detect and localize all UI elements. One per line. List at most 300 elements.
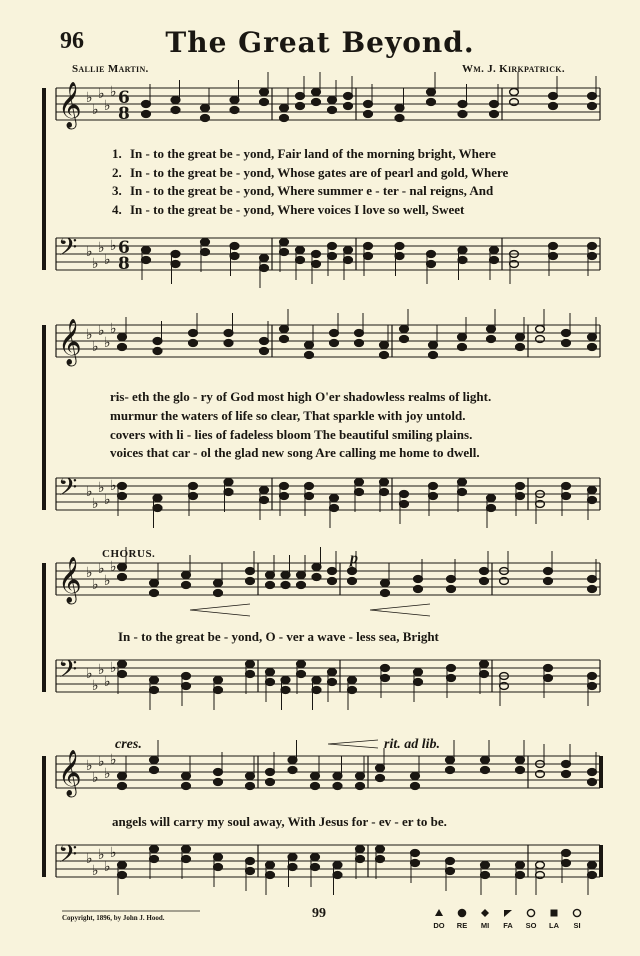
note-head [344, 247, 353, 254]
note-head [230, 97, 239, 104]
note-head [481, 862, 490, 869]
note-head [214, 590, 223, 597]
note-head [490, 247, 499, 254]
note-head [266, 862, 275, 869]
chorus-label: CHORUS. [102, 548, 156, 560]
note-head [544, 675, 553, 682]
note-head [266, 769, 275, 776]
verse-number: 1. [112, 146, 122, 161]
note-head [142, 101, 151, 108]
note-head [544, 665, 553, 672]
flat-sign: ♭ [92, 102, 99, 118]
note-head [381, 665, 390, 672]
note-head [588, 769, 597, 776]
note-head [118, 493, 127, 500]
note-head [260, 348, 269, 355]
note-head [344, 103, 353, 110]
note-head [230, 243, 239, 250]
solfa-fa: FA [503, 921, 513, 930]
note-head [296, 247, 305, 254]
note-head [281, 582, 290, 589]
flat-sign: ♭ [110, 845, 117, 861]
solfa-shape-icon [551, 910, 558, 917]
note-head [150, 580, 159, 587]
note-head [296, 93, 305, 100]
note-head [260, 89, 269, 96]
note-head [142, 257, 151, 264]
note-head [266, 669, 275, 676]
note-head [224, 340, 233, 347]
verse-1-line-2: ris- eth the glo - ry of God most high O'er shadowless realms of light. [110, 389, 492, 404]
note-head [201, 249, 210, 256]
chorus-line-2: angels will carry my soul away, With Jesus for - ev - er to be. [112, 814, 447, 829]
note-head [328, 669, 337, 676]
note-head [562, 860, 571, 867]
note-head [224, 479, 233, 486]
flat-sign: ♭ [86, 758, 93, 774]
note-head [118, 344, 127, 351]
verse-2-line-1 [112, 165, 508, 181]
note-head [411, 850, 420, 857]
note-head [562, 761, 571, 768]
note-head [280, 249, 289, 256]
note-head [400, 326, 409, 333]
note-head [305, 342, 314, 349]
note-head [182, 846, 191, 853]
note-head [266, 779, 275, 786]
flat-sign: ♭ [92, 678, 99, 694]
lyricist-credit: Sallie Martin. [72, 63, 149, 75]
note-head [330, 505, 339, 512]
note-head [480, 671, 489, 678]
note-head [182, 673, 191, 680]
note-head [224, 489, 233, 496]
note-head [171, 251, 180, 258]
hymn-title: The Great Beyond. [165, 26, 475, 59]
note-head [588, 673, 597, 680]
note-head [516, 757, 525, 764]
flat-sign: ♭ [92, 770, 99, 786]
verse-1-line-1 [112, 146, 496, 162]
note-head [381, 675, 390, 682]
note-head [562, 771, 571, 778]
solfa-si: SI [573, 921, 581, 930]
note-head [588, 93, 597, 100]
note-head [328, 679, 337, 686]
verse-number: 2. [112, 165, 122, 180]
note-head [536, 862, 545, 869]
flat-sign: ♭ [98, 847, 105, 863]
note-head [312, 677, 321, 684]
note-head [380, 352, 389, 359]
note-head [281, 687, 290, 694]
note-head [516, 483, 525, 490]
note-head [311, 854, 320, 861]
note-head [150, 767, 159, 774]
flat-sign: ♭ [98, 86, 105, 102]
note-head [246, 578, 255, 585]
note-head [429, 483, 438, 490]
note-head [201, 105, 210, 112]
note-head [214, 769, 223, 776]
time-signature-bottom: 8 [118, 254, 130, 274]
note-head [588, 497, 597, 504]
note-head [214, 864, 223, 871]
note-head [214, 580, 223, 587]
verse-text: In - to the great be - yond, Fair land of the morning bright, Where [130, 146, 496, 161]
note-head [411, 783, 420, 790]
solfa-shape-icon [527, 909, 534, 916]
note-head [328, 578, 337, 585]
note-head [266, 679, 275, 686]
note-head [395, 115, 404, 122]
note-head [446, 757, 455, 764]
note-head [447, 665, 456, 672]
note-head [311, 783, 320, 790]
note-head [260, 497, 269, 504]
note-head [348, 677, 357, 684]
note-head [516, 334, 525, 341]
flat-sign: ♭ [98, 240, 105, 256]
note-head [118, 661, 127, 668]
hymn-number: 96 [60, 28, 84, 54]
note-head [427, 89, 436, 96]
note-head [364, 111, 373, 118]
note-head [153, 505, 162, 512]
note-head [355, 479, 364, 486]
flat-sign: ♭ [98, 323, 105, 339]
flat-sign: ♭ [110, 84, 117, 100]
note-head [348, 568, 357, 575]
verse-number: 3. [112, 183, 122, 198]
note-head [311, 864, 320, 871]
note-head [280, 483, 289, 490]
note-head [150, 687, 159, 694]
verse-3-line-2: covers with li - lies of fadeless bloom The beautiful smiling plains. [110, 427, 473, 442]
note-head [549, 243, 558, 250]
note-head [312, 89, 321, 96]
note-head [246, 783, 255, 790]
note-head [280, 239, 289, 246]
decrescendo-hairpin [328, 740, 378, 748]
note-head [246, 568, 255, 575]
system-brace [42, 563, 46, 692]
note-head [328, 243, 337, 250]
note-head [153, 338, 162, 345]
note-head [458, 489, 467, 496]
note-head [118, 872, 127, 879]
note-head [201, 239, 210, 246]
system-brace [42, 88, 46, 270]
note-head [305, 483, 314, 490]
note-head [562, 330, 571, 337]
note-head [297, 661, 306, 668]
note-head [118, 862, 127, 869]
note-head [288, 864, 297, 871]
note-head [312, 99, 321, 106]
note-head [266, 582, 275, 589]
note-head [246, 858, 255, 865]
note-head [447, 586, 456, 593]
note-head [446, 868, 455, 875]
flat-sign: ♭ [86, 327, 93, 343]
bass-clef: 𝄢 [58, 473, 78, 508]
flat-sign: ♭ [110, 752, 117, 768]
time-signature-top: 6 [118, 88, 130, 108]
flat-sign: ♭ [104, 766, 111, 782]
note-head [297, 671, 306, 678]
note-head [588, 103, 597, 110]
note-head [189, 340, 198, 347]
note-head [427, 251, 436, 258]
note-head [333, 773, 342, 780]
note-head [328, 107, 337, 114]
note-head [312, 261, 321, 268]
note-head [171, 261, 180, 268]
note-head [246, 671, 255, 678]
flat-sign: ♭ [86, 484, 93, 500]
note-head [588, 586, 597, 593]
note-head [427, 261, 436, 268]
note-head [487, 495, 496, 502]
note-head [549, 93, 558, 100]
note-head [516, 862, 525, 869]
note-head [395, 253, 404, 260]
note-head [189, 330, 198, 337]
note-head [356, 846, 365, 853]
flat-sign: ♭ [92, 863, 99, 879]
verse-text: In - to the great be - yond, Whose gates are of pearl and gold, Where [130, 165, 509, 180]
flat-sign: ♭ [86, 565, 93, 581]
note-head [588, 243, 597, 250]
verse-4-line-1 [112, 202, 464, 218]
note-head [487, 505, 496, 512]
composer-credit: Wm. J. Kirkpatrick. [462, 63, 565, 75]
note-head [330, 330, 339, 337]
note-head [266, 872, 275, 879]
note-head [414, 576, 423, 583]
crescendo-hairpin [190, 604, 250, 616]
flat-sign: ♭ [92, 577, 99, 593]
note-head [429, 352, 438, 359]
note-head [224, 330, 233, 337]
note-head [414, 586, 423, 593]
note-head [189, 483, 198, 490]
note-head [458, 101, 467, 108]
flat-sign: ♭ [86, 244, 93, 260]
note-head [118, 773, 127, 780]
note-head [230, 107, 239, 114]
note-head [355, 489, 364, 496]
flat-sign: ♭ [104, 252, 111, 268]
note-head [562, 483, 571, 490]
note-head [333, 783, 342, 790]
note-head [549, 253, 558, 260]
note-head [182, 783, 191, 790]
flat-sign: ♭ [104, 573, 111, 589]
note-head [260, 255, 269, 262]
solfa-la: LA [549, 921, 559, 930]
note-head [588, 779, 597, 786]
note-head [348, 578, 357, 585]
note-head [480, 578, 489, 585]
note-head [400, 491, 409, 498]
note-head [562, 493, 571, 500]
note-head [356, 856, 365, 863]
note-head [333, 862, 342, 869]
note-head [364, 253, 373, 260]
note-head [364, 243, 373, 250]
verse-number: 4. [112, 202, 122, 217]
time-signature-bottom: 8 [118, 104, 130, 124]
note-head [458, 334, 467, 341]
note-head [364, 101, 373, 108]
note-head [150, 757, 159, 764]
note-head [588, 576, 597, 583]
note-head [414, 669, 423, 676]
note-head [305, 493, 314, 500]
flat-sign: ♭ [104, 492, 111, 508]
note-head [376, 846, 385, 853]
note-head [588, 344, 597, 351]
flat-sign: ♭ [92, 339, 99, 355]
note-head [281, 572, 290, 579]
note-head [516, 872, 525, 879]
flat-sign: ♭ [98, 480, 105, 496]
bass-clef: 𝄢 [58, 655, 78, 690]
note-head [427, 99, 436, 106]
note-head [516, 344, 525, 351]
note-head [395, 243, 404, 250]
note-head [458, 344, 467, 351]
note-head [447, 675, 456, 682]
note-head [487, 326, 496, 333]
note-head [142, 247, 151, 254]
note-head [118, 671, 127, 678]
note-head [356, 783, 365, 790]
note-head [260, 487, 269, 494]
note-head [150, 856, 159, 863]
note-head [260, 99, 269, 106]
note-head [189, 493, 198, 500]
note-head [171, 107, 180, 114]
note-head [246, 661, 255, 668]
note-head [260, 265, 269, 272]
note-head [312, 564, 321, 571]
solfa-shape-icon [481, 909, 489, 917]
note-head [356, 773, 365, 780]
flat-sign: ♭ [98, 754, 105, 770]
note-head [429, 493, 438, 500]
note-head [562, 850, 571, 857]
note-head [280, 336, 289, 343]
note-head [481, 872, 490, 879]
note-head [562, 340, 571, 347]
flat-sign: ♭ [104, 859, 111, 875]
flat-sign: ♭ [92, 496, 99, 512]
note-head [480, 568, 489, 575]
note-head [297, 582, 306, 589]
final-barline [599, 845, 603, 877]
note-head [544, 578, 553, 585]
note-head [182, 572, 191, 579]
solfa-shape-icon [504, 910, 512, 917]
flat-sign: ♭ [110, 238, 117, 254]
note-head [490, 257, 499, 264]
note-head [490, 101, 499, 108]
note-head [214, 677, 223, 684]
flat-sign: ♭ [92, 256, 99, 272]
note-head [355, 340, 364, 347]
note-head [480, 661, 489, 668]
note-head [429, 342, 438, 349]
copyright-notice: Copyright, 1896, by John J. Hood. [62, 914, 165, 922]
flat-sign: ♭ [86, 851, 93, 867]
system-brace [42, 325, 46, 510]
note-head [182, 773, 191, 780]
note-head [118, 483, 127, 490]
note-head [381, 590, 390, 597]
note-head [481, 767, 490, 774]
note-head [171, 97, 180, 104]
flat-sign: ♭ [110, 321, 117, 337]
note-head [182, 582, 191, 589]
solfa-shape-icon [458, 909, 465, 916]
note-head [260, 338, 269, 345]
page-number: 99 [312, 906, 326, 921]
note-head [458, 111, 467, 118]
note-head [395, 105, 404, 112]
flat-sign: ♭ [104, 674, 111, 690]
flat-sign: ♭ [86, 90, 93, 106]
note-head [516, 767, 525, 774]
note-head [487, 336, 496, 343]
note-head [344, 257, 353, 264]
treble-clef: 𝄞 [58, 319, 82, 365]
note-head [280, 326, 289, 333]
note-head [150, 846, 159, 853]
note-head [544, 568, 553, 575]
flat-sign: ♭ [98, 662, 105, 678]
solfa-mi: MI [480, 921, 490, 930]
note-head [536, 326, 545, 333]
note-head [153, 495, 162, 502]
note-head [330, 340, 339, 347]
note-head [376, 856, 385, 863]
note-head [182, 856, 191, 863]
solfa-do: DO [433, 921, 445, 930]
flat-sign: ♭ [104, 98, 111, 114]
note-head [344, 93, 353, 100]
note-head [118, 783, 127, 790]
solfa-re: RE [456, 921, 468, 930]
note-head [118, 334, 127, 341]
verse-3-line-1 [112, 183, 493, 199]
note-head [288, 767, 297, 774]
note-head [588, 683, 597, 690]
bass-clef: 𝄢 [58, 840, 78, 875]
note-head [153, 348, 162, 355]
note-head [490, 111, 499, 118]
note-head [150, 677, 159, 684]
note-head [588, 862, 597, 869]
dynamic-crescendo: cres. [115, 737, 142, 752]
note-head [280, 115, 289, 122]
note-head [311, 773, 320, 780]
chorus-line-1: In - to the great be - yond, O - ver a wave - less sea, Bright [118, 629, 439, 644]
note-head [214, 687, 223, 694]
solfa-so: SO [525, 921, 537, 930]
